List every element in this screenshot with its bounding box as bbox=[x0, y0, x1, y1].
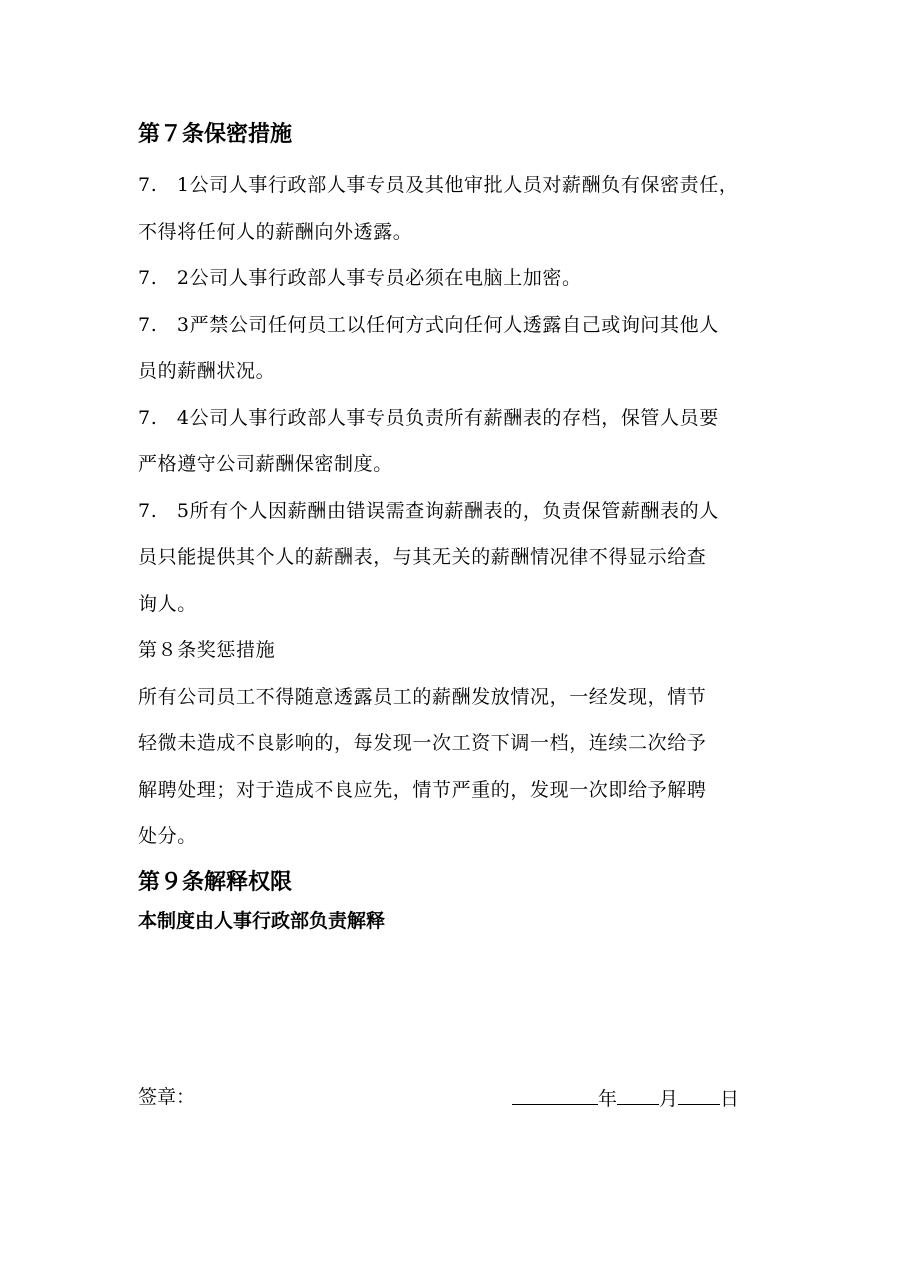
text-line: 处分。 bbox=[138, 825, 197, 847]
text-line: 7. 1公司人事行政部人事专员及其他审批人员对薪酬负有保密责任， bbox=[138, 174, 739, 196]
text-line: 7. 4公司人事行政部人事专员负责所有薪酬表的存档，保管人员要 bbox=[138, 406, 719, 429]
year-blank bbox=[512, 1082, 598, 1105]
section-7-item-1 bbox=[138, 162, 788, 255]
section-7-heading: 第７条保密措施 bbox=[138, 122, 293, 147]
text-line: 解聘处理；对于造成不良应先，情节严重的，发现一次即给予解聘 bbox=[138, 778, 707, 801]
date-block bbox=[512, 1082, 739, 1114]
month-blank bbox=[617, 1082, 659, 1105]
section-7-item-4 bbox=[138, 395, 788, 488]
text-line: 7. 5所有个人因薪酬由错误需查询薪酬表的，负责保管薪酬表的人 bbox=[138, 499, 719, 522]
section-9-heading: 第９条解释权限 bbox=[138, 869, 293, 895]
section-8-body bbox=[138, 674, 788, 860]
section-7-item-2 bbox=[138, 255, 788, 302]
text-line: 7. 2公司人事行政部人事专员必须在电脑上加密。 bbox=[138, 267, 582, 289]
text-line: 第８条奖惩措施 bbox=[138, 639, 276, 661]
text-line: 轻微未造成不良影响的，每发现一次工资下调一档，连续二次给予 bbox=[138, 732, 707, 754]
section-8-heading bbox=[138, 627, 788, 674]
text-line: 员只能提供其个人的薪酬表，与其无关的薪酬情况律不得显示给查 bbox=[138, 546, 707, 568]
text-line: 严格遵守公司薪酬保密制度。 bbox=[138, 453, 393, 475]
text-line: 询人。 bbox=[138, 592, 197, 615]
day-label: 日 bbox=[720, 1088, 740, 1110]
signature-label: 签章： bbox=[138, 1086, 196, 1108]
section-7-item-3 bbox=[138, 302, 788, 395]
section-7-item-5 bbox=[138, 488, 788, 628]
day-blank bbox=[678, 1082, 720, 1105]
section-9-body: 本制度由人事行政部负责解释 bbox=[138, 909, 386, 932]
text-line: 不得将任何人的薪酬向外透露。 bbox=[138, 220, 413, 243]
month-label: 月 bbox=[659, 1088, 679, 1110]
year-label: 年 bbox=[598, 1088, 618, 1110]
document-page bbox=[138, 120, 788, 936]
text-line: 所有公司员工不得随意透露员工的薪酬发放情况，一经发现，情节 bbox=[138, 685, 707, 708]
text-line: 员的薪酬状况。 bbox=[138, 360, 276, 382]
text-line: 7. 3严禁公司任何员工以任何方式向任何人透露自己或询问其他人 bbox=[138, 313, 719, 336]
